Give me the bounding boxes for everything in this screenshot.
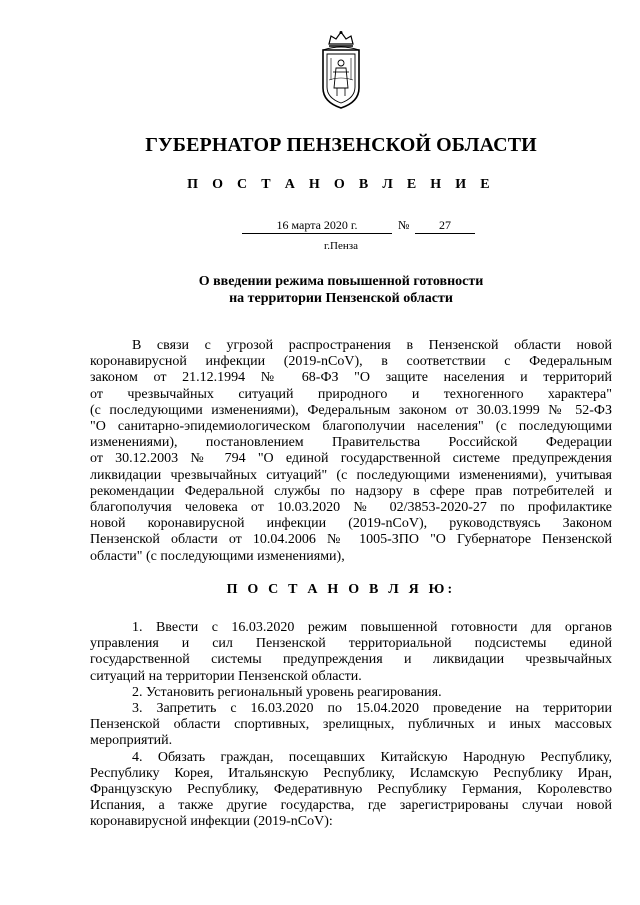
decree-point-line: мероприятий. [90, 733, 173, 749]
decree-points [90, 620, 612, 831]
number-sign: № [398, 218, 410, 232]
preamble-line: "О санитарно-эпидемиологическом благополучии населения" (с последующими [90, 419, 612, 435]
decree-point-line: коронавирусной инфекции (2019-nCoV): [90, 814, 333, 830]
preamble-line: В связи с угрозой распространения в Пензенской области новой [132, 338, 612, 353]
decree-point-line: Французскую Республику, Федеративную Республику Германия, Королевство [90, 782, 612, 798]
document-number: 27 [415, 218, 475, 234]
decree-point-line: Республику Корея, Итальянскую Республику, Исламскую Республику Иран, [90, 765, 612, 781]
decree-point-line: государственной системы предупреждения и ликвидации чрезвычайных [90, 652, 612, 668]
decree-point-line: ситуаций на территории Пензенской области. [90, 668, 362, 684]
decree-heading: П О С Т А Н О В Л Я Ю: [226, 582, 456, 597]
decree-point-line: 3. Запретить с 16.03.2020 по 15.04.2020 проведение на территории [132, 701, 612, 717]
preamble-line: Пензенской области от 10.04.2006 № 1005-ЗПО "О Губернаторе Пензенской [90, 532, 612, 548]
subject-line: О введении режима повышенной готовности [198, 274, 484, 289]
preamble-paragraph [90, 338, 612, 565]
decree-point-4 [90, 750, 612, 831]
subject-line: на территории Пензенской области [229, 291, 453, 306]
document-type: П О С Т А Н О В Л Е Н И Е [187, 177, 495, 192]
document-subject [100, 273, 582, 307]
preamble-line: (с последующими изменениями), Федеральным законом от 30.03.1999 № 52-ФЗ [90, 402, 612, 418]
city: г.Пенза [324, 240, 358, 252]
preamble-line: коронавирусной инфекции (2019-nCoV), в соответствии с Федеральным [90, 354, 612, 370]
decree-point-2 [90, 685, 612, 701]
preamble-line: ликвидации чрезвычайных ситуаций" (с последующими изменениями), учитывая [90, 467, 612, 483]
decree-point-3 [90, 701, 612, 750]
document-date: 16 марта 2020 г. [242, 218, 392, 234]
preamble-line: от 30.12.2003 № 794 "О единой государственной системе предупреждения [90, 451, 612, 467]
decree-point-line: Испания, а также другие государства, где зарегистрированы случаи новой [90, 798, 612, 814]
penza-coat-of-arms-icon [319, 30, 363, 110]
preamble-line: от чрезвычайных ситуаций природного и техногенного характера" [90, 386, 612, 402]
decree-point-line: Пензенской области спортивных, зрелищных, публичных и иных массовых [90, 717, 612, 733]
preamble-line: изменениями), постановлением Правительства Российской Федерации [90, 435, 612, 451]
preamble-line: законом от 21.12.1994 № 68-ФЗ "О защите населения и территорий [90, 370, 612, 386]
date-number-line [0, 218, 640, 236]
decree-point-1 [90, 620, 612, 685]
decree-point-line: 4. Обязать граждан, посещавших Китайскую Народную Республику, [132, 749, 612, 765]
preamble-line: области" (с последующими изменениями), [90, 548, 345, 564]
decree-point-line: управления и сил Пензенской территориальной подсистемы единой [90, 636, 612, 652]
preamble-line: новой коронавирусной инфекции (2019-nCoV), руководствуясь Законом [90, 516, 612, 532]
preamble-line: рекомендации Федеральной службы по надзору в сфере прав потребителей и [90, 483, 612, 499]
preamble-line: благополучия человека от 10.03.2020 № 02/3853-2020-27 по профилактике [90, 500, 612, 516]
decree-point-line: 2. Установить региональный уровень реагирования. [132, 684, 442, 700]
authority-title: ГУБЕРНАТОР ПЕНЗЕНСКОЙ ОБЛАСТИ [145, 134, 537, 156]
decree-point-line: 1. Ввести с 16.03.2020 режим повышенной готовности для органов [132, 620, 612, 635]
